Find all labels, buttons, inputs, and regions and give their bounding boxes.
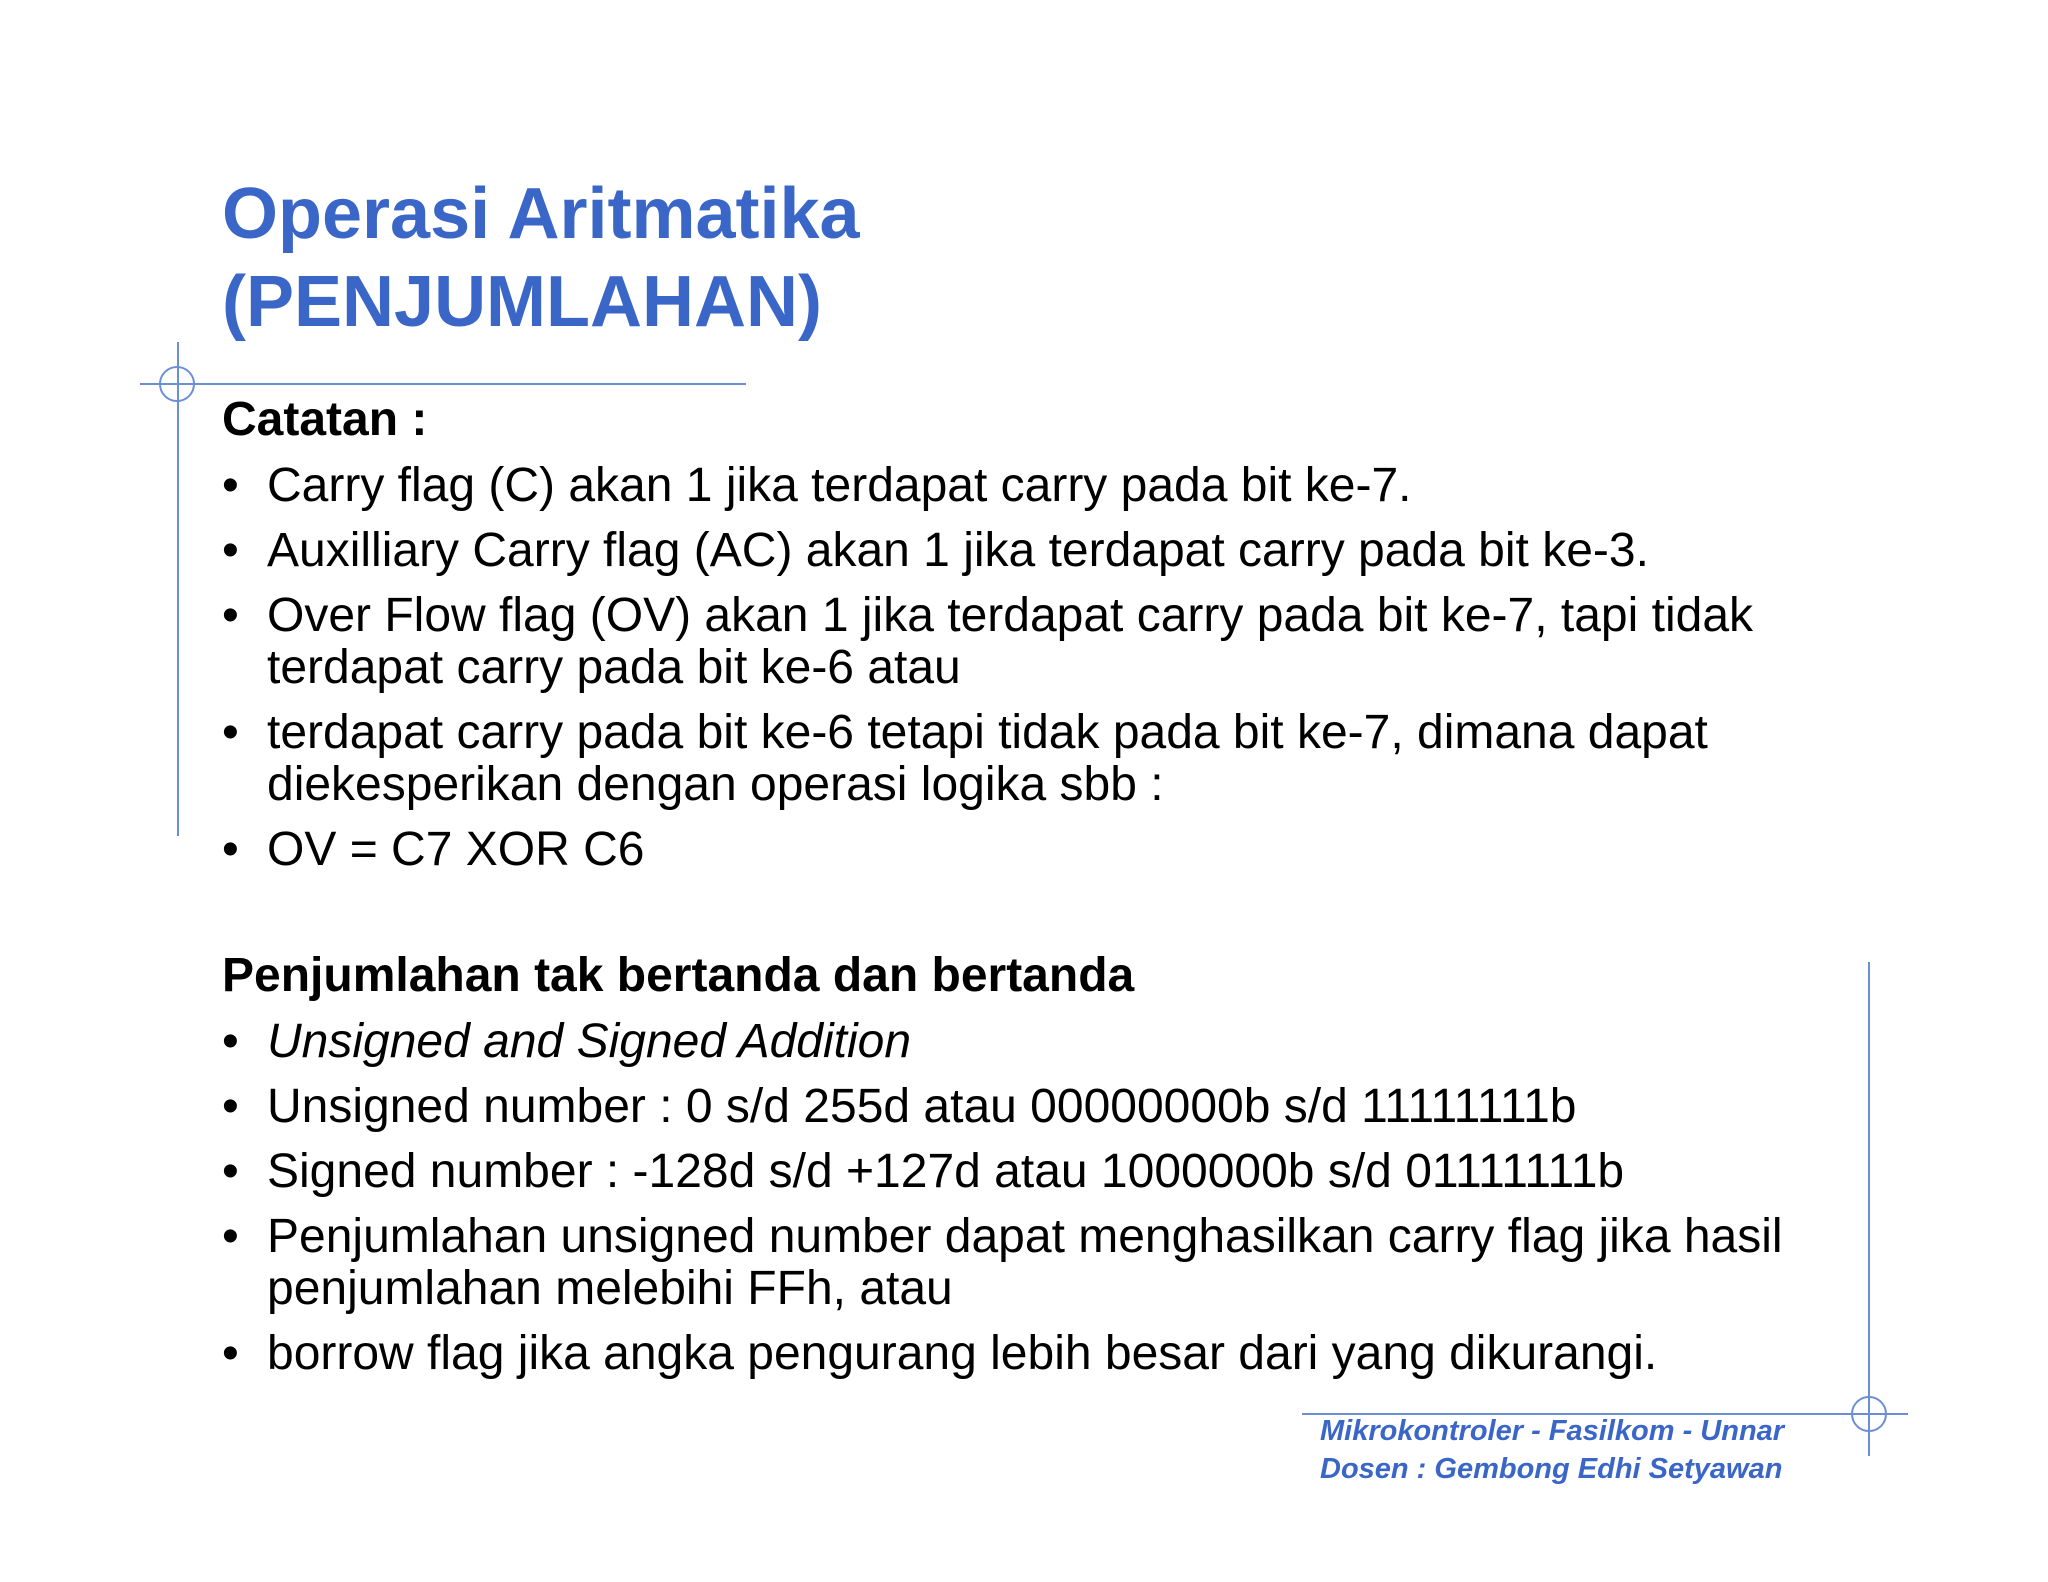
bottom-right-vertical-rule xyxy=(1868,962,1870,1456)
top-left-crosshair-circle-icon xyxy=(159,366,195,402)
list-item xyxy=(222,1146,1783,1198)
bullet-icon: • xyxy=(222,1080,239,1133)
bullet-text-continued: diekesperikan dengan operasi logika sbb : xyxy=(267,758,1164,811)
bullet-icon: • xyxy=(222,823,239,876)
bullet-text: Auxilliary Carry flag (AC) akan 1 jika terdapat carry pada bit ke-3. xyxy=(267,524,1649,577)
bullet-text: Unsigned and Signed Addition xyxy=(267,1015,912,1068)
bullet-icon: • xyxy=(222,706,239,759)
list-item xyxy=(222,525,1753,577)
list-item xyxy=(222,1081,1783,1133)
slide-footer xyxy=(1320,1412,1784,1488)
footer-course-line: Mikrokontroler - Fasilkom - Unnar xyxy=(1320,1415,1785,1447)
bullet-text: Penjumlahan unsigned number dapat menghasilkan carry flag jika hasil xyxy=(267,1210,1783,1263)
bullet-text: Unsigned number : 0 s/d 255d atau 00000000b s/d 11111111b xyxy=(267,1080,1577,1133)
bullet-text: Signed number : -128d s/d +127d atau 1000000b s/d 01111111b xyxy=(267,1145,1625,1198)
bullet-icon: • xyxy=(222,1015,239,1068)
bullet-text: borrow flag jika angka pengurang lebih besar dari yang dikurangi. xyxy=(267,1327,1658,1380)
catatan-bullet-list xyxy=(222,460,1753,889)
bullet-text: Over Flow flag (OV) akan 1 jika terdapat carry pada bit ke-7, tapi tidak xyxy=(267,589,1754,642)
list-item xyxy=(222,1016,1783,1068)
top-left-horizontal-rule xyxy=(140,383,746,385)
bullet-text-continued: penjumlahan melebihi FFh, atau xyxy=(267,1262,953,1315)
bullet-icon: • xyxy=(222,1327,239,1380)
list-item xyxy=(222,1328,1783,1380)
bullet-icon: • xyxy=(222,1145,239,1198)
bullet-text: OV = C7 XOR C6 xyxy=(267,823,645,876)
bullet-text: terdapat carry pada bit ke-6 tetapi tidak pada bit ke-7, dimana dapat xyxy=(267,706,1708,759)
list-item xyxy=(222,460,1753,512)
slide-title-line-2: (PENJUMLAHAN) xyxy=(222,262,822,342)
bullet-text-continued: terdapat carry pada bit ke-6 atau xyxy=(267,641,961,694)
top-left-vertical-rule xyxy=(177,342,179,836)
list-item xyxy=(222,1211,1783,1315)
bullet-text: Carry flag (C) akan 1 jika terdapat carry pada bit ke-7. xyxy=(267,459,1412,512)
penjumlahan-heading: Penjumlahan tak bertanda dan bertanda xyxy=(222,949,1135,1002)
bottom-right-crosshair-circle-icon xyxy=(1851,1396,1887,1432)
list-item xyxy=(222,590,1753,694)
slide-title-line-1: Operasi Aritmatika xyxy=(222,174,860,254)
catatan-heading: Catatan : xyxy=(222,393,428,446)
list-item xyxy=(222,707,1753,811)
footer-lecturer-line: Dosen : Gembong Edhi Setyawan xyxy=(1320,1453,1783,1485)
bullet-icon: • xyxy=(222,589,239,642)
list-item xyxy=(222,824,1753,876)
penjumlahan-bullet-list xyxy=(222,1016,1783,1393)
bullet-icon: • xyxy=(222,1210,239,1263)
bullet-icon: • xyxy=(222,459,239,512)
slide-title xyxy=(222,170,860,346)
bullet-icon: • xyxy=(222,524,239,577)
